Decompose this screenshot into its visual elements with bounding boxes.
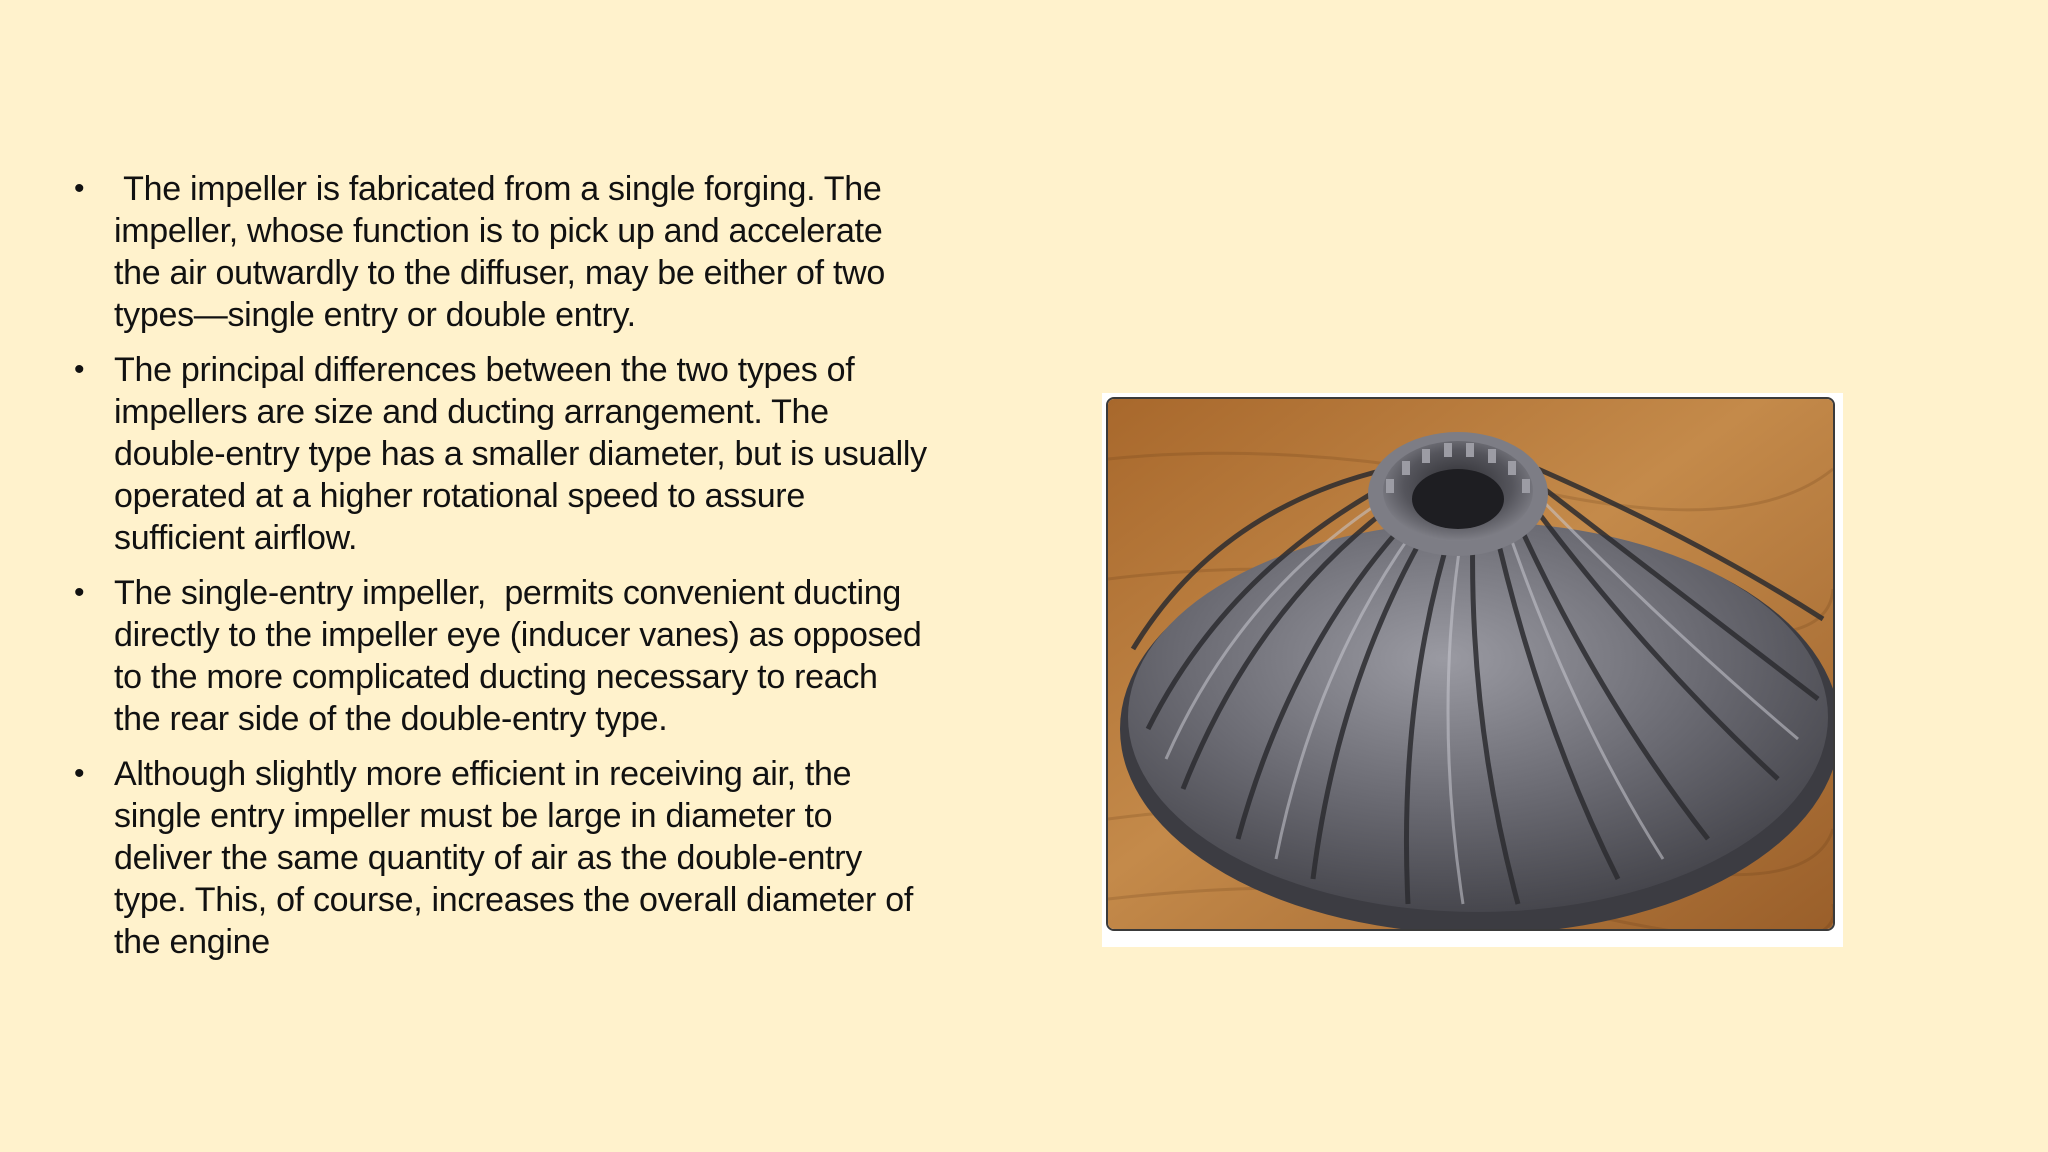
bullet-item <box>72 168 932 336</box>
bullet-text: The principal differences between the two types of impellers are size and ducting arrangement. The double-entry type has a smaller diameter, but is usually operated at a higher rotational speed to assure sufficient airflow. <box>114 351 927 557</box>
bullet-item <box>72 753 932 963</box>
bullet-item <box>72 349 932 559</box>
bullet-text: The single-entry impeller, permits convenient ducting directly to the impeller eye (inducer vanes) as opposed to the more complicated ducting necessary to reach the rear side of the double-entry type. <box>114 574 931 738</box>
impeller-photo <box>1106 397 1835 931</box>
bullet-text: The impeller is fabricated from a single forging. The impeller, whose function is to pick up and accelerate the air outwardly to the diffuser, may be either of two types—single entry or double entry. <box>114 170 895 334</box>
bullet-dot-icon: • <box>74 757 85 790</box>
bullet-item <box>72 572 932 740</box>
bullet-text: Although slightly more efficient in receiving air, the single entry impeller must be large in diameter to deliver the same quantity of air as the double-entry type. This, of course, increases the overall diameter of the engine <box>114 755 913 961</box>
bullet-dot-icon: • <box>74 172 85 205</box>
bullet-dot-icon: • <box>74 353 85 386</box>
impeller-illustration-icon <box>1108 399 1833 929</box>
impeller-picture-frame <box>1102 393 1843 947</box>
bullet-dot-icon: • <box>74 576 85 609</box>
bullet-list <box>72 168 932 976</box>
